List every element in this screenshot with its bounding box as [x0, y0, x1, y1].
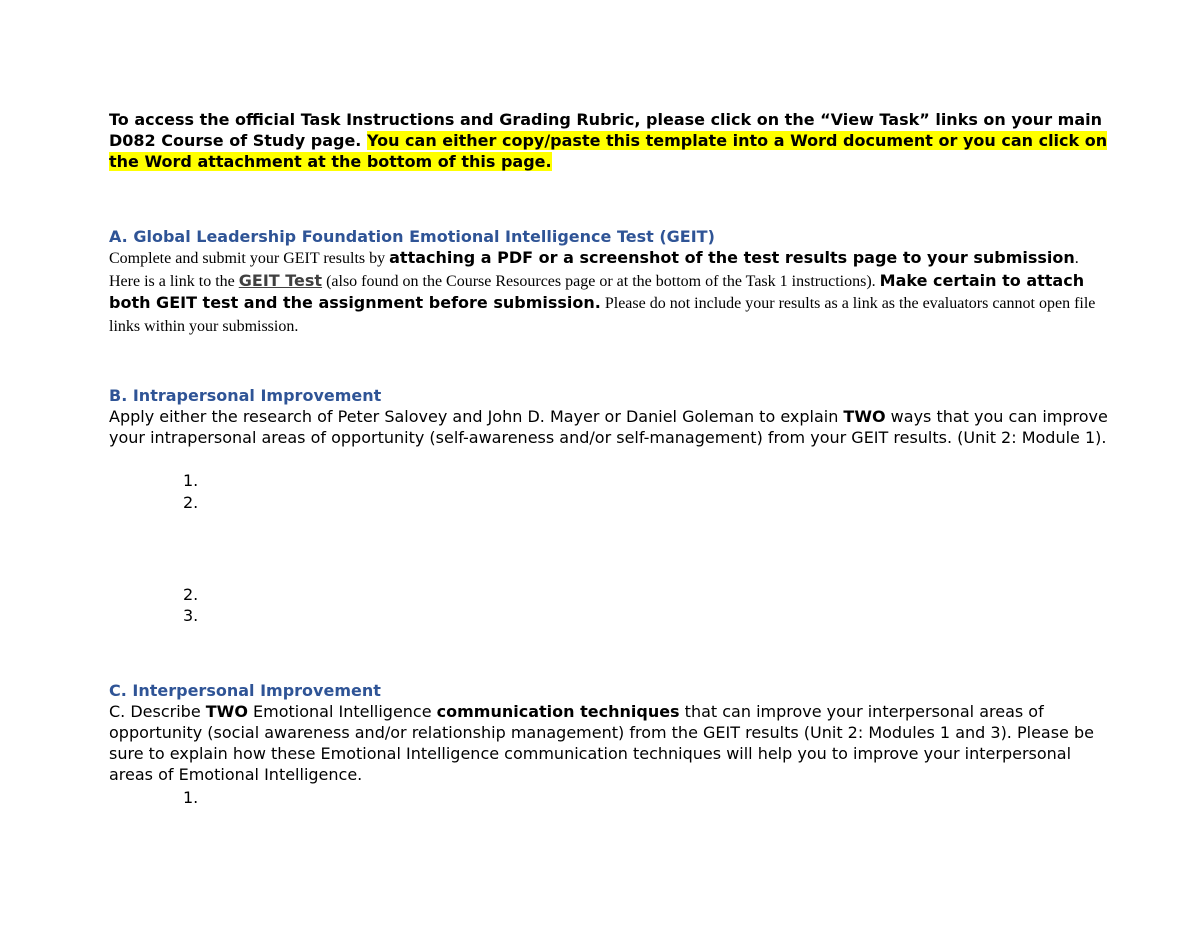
section-c-text-5: that can improve your interpersonal areas of opportunity (social awareness and/or relationship management) from the GEIT results (Unit 2: Modules 1 and 3). Please be sure to explain how these Emotional Intelligence communication techniques will help you to improve your interpersonal areas of Emotional Intelligence.	[109, 702, 1094, 784]
list-item-number: 1.	[183, 788, 199, 807]
section-b-heading: B. Intrapersonal Improvement	[109, 386, 382, 405]
section-a-text-3: . Here is a link to the	[109, 250, 1079, 290]
list-item-number: 3.	[183, 606, 199, 625]
section-c	[109, 680, 1109, 785]
section-a-body	[109, 247, 1109, 337]
intro-text: To access the official Task Instructions and Grading Rubric, please click on the “View Task” links on your main D082 Course of Study page.	[109, 110, 1102, 150]
section-a-text-2: attaching a PDF or a screenshot of the test results page to your submission	[389, 248, 1075, 267]
list-item-number: 2.	[183, 585, 199, 604]
section-a-text-5: Make certain to attach both GEIT test and the assignment before submission.	[109, 270, 1085, 312]
section-a-text-6: Please do not include your results as a link as the evaluators cannot open file links within your submission.	[109, 295, 1096, 335]
section-b	[109, 385, 1109, 448]
section-b-body	[109, 406, 1109, 448]
section-a-heading: A. Global Leadership Foundation Emotional Intelligence Test (GEIT)	[109, 227, 715, 246]
section-a-text-4: (also found on the Course Resources page or at the bottom of the Task 1 instructions).	[322, 272, 880, 290]
section-b-text-3: ways that you can improve your intrapersonal areas of opportunity (self-awareness and/or self-management) from your GEIT results. (Unit 2: Module 1).	[109, 407, 1108, 447]
geit-test-link[interactable]: GEIT Test	[238, 270, 323, 290]
intro-paragraph	[109, 109, 1109, 172]
section-a-text-1: Complete and submit your GEIT results by	[109, 250, 390, 267]
section-c-body	[109, 701, 1109, 785]
list-item-number: 1.	[183, 471, 199, 490]
intro-highlight: You can either copy/paste this template into a Word document or you can click on the Word attachment at the bottom of this page.	[109, 131, 1108, 171]
section-c-text-1: C. Describe	[109, 702, 206, 721]
list-item-number: 2.	[183, 493, 199, 512]
section-c-heading: C. Interpersonal Improvement	[109, 681, 381, 700]
section-c-text-3: Emotional Intelligence	[247, 702, 437, 721]
section-b-text-1: Apply either the research of Peter Salovey and John D. Mayer or Daniel Goleman to explain	[109, 407, 844, 426]
section-a	[109, 226, 1109, 337]
section-b-text-2: TWO	[843, 407, 886, 426]
section-c-text-4: communication techniques	[436, 702, 680, 721]
section-c-text-2: TWO	[205, 702, 248, 721]
